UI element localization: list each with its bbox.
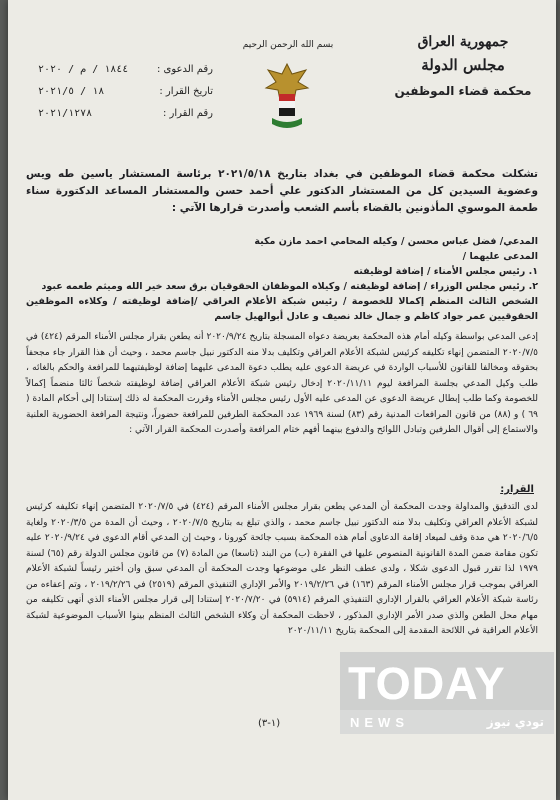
court-name: محكمة قضاء الموظفين [394, 84, 532, 98]
parties [26, 234, 538, 324]
today-news-watermark [340, 652, 554, 734]
watermark-arabic: تودي نيوز [486, 715, 544, 729]
third-party: الشخص الثالث المنظم إكمالا للخصومة / رئيس شبكة الأعلام العراقي /إضافة لوظيفته / وكلاءه الموظفين الحقوقيين عمر جواد كاظم و جمال خالد نصيف و عادل أبوالهيل جاسم [26, 296, 538, 322]
decision-no-label: رقم القرار : [163, 107, 213, 119]
decision-heading: القرار: [500, 484, 534, 495]
watermark-news: NEWS [350, 714, 409, 730]
watermark-subline [340, 710, 554, 734]
defendants-label: المدعى عليهما / [462, 251, 538, 262]
letterhead [388, 34, 538, 98]
decision-date-label: تاريخ القرار : [159, 85, 213, 97]
claim-paragraph: إدعى المدعي بواسطة وكيله أمام هذه المحكمة بعريضة دعواه المسجلة بتاريخ ٢٠٢٠/٩/٢٤ أنه يطعن بقرار مجلس الأمناء المرقم (٤٢٤) في ٢٠٢٠/٧/٥ المتضمن إنهاء تكليفه كرئيس لشبكة الأعلام العراقي وتكليف بدلا منه الدكتور نبيل جاسم محمد ، وحيث أن هذا القرار جاء مجحفاً بحقوقه ومخالفا للقانون للأسباب الواردة في عريضة الدعوى عليه يطلب دعوة المدعى عليهما إضافة لوظيفتيهما للمرافعة والحكم بالغائه ، طلب وكيل المدعي بجلسة المرافعة ليوم ٢٠٢٠/١١/١١ إدخال رئيس شبكة الأعلام العراقي إضافة لوظيفته شخصاً ثالثا منضماً إكمالاً للخصومة وكما طلب إبطال عريضة الدعوى عن المدعى عليه الأول رئيس مجلس الأمناء وقررت المحكمة له ذلك إستنادا إلى أحكام المادة ( ٦٩ ) و (٨٨) من قانون المرافعات المدنية رقم (٨٣) لسنة ١٩٦٩ عدد المحكمة الطرفين للمرافعة حضوراً، ونتيجة المرافعة الحضورية العلنية والاستماع إلى أقوال الطرفين وتبادل اللوائح والدفوع بينهما أفهم ختام المرافعة وأصدرت المحكمة القرار الآتي : [26, 332, 539, 435]
council-name: مجلس الدولة [421, 56, 505, 74]
basmala: بسم الله الرحمن الرحيم [242, 40, 334, 50]
page-number: (١-٣) [258, 718, 281, 729]
iraq-emblem-icon [262, 60, 312, 132]
document-page [8, 0, 556, 800]
ministry-name: جمهورية العراق [417, 34, 509, 50]
plaintiff: المدعي/ فضل عباس محسن / وكيله المحامي احمد مازن مكية [254, 236, 538, 247]
court-composition: تشكلت محكمة قضاء الموظفين في بغداد بتاريخ ٢٠٢١/٥/١٨ برئاسة المستشار ياسين طه ويس وعضوية السيدين كل من المستشار الدكتور علي أحمد حسن والمستشار المساعد الدكتورة سناء طعمة الموسوي المأذونين بالقضاء بأسم الشعب وأصدرت قرارها الآتي : [26, 168, 538, 214]
defendant-1: ١. رئيس مجلس الأمناء / إضافة لوظيفته [353, 266, 538, 277]
decision-date-value: ١٨ / ٢٠٢١/٥ [38, 85, 105, 97]
watermark-brand: TODAY [348, 658, 506, 709]
case-info [38, 58, 213, 124]
defendant-2: ٢. رئيس مجلس الوزراء / إضافة لوظيفته / وكيلاه الموظفان الحقوقيان برق سعد خير الله وميثم طعمه عبود [41, 281, 538, 292]
case-no-label: رقم الدعوى : [156, 63, 213, 75]
decision-paragraph: لدى التدقيق والمداولة وجدت المحكمة أن المدعي يطعن بقرار مجلس الأمناء المرقم (٤٢٤) في ٢٠٢٠/٧/٥ المتضمن إنهاء تكليفه كرئيس لشبكة الأعلام العراقي وتكليف بدلا منه الدكتور نبيل جاسم محمد ، والذي تبلغ به بتاريخ ٢٠٢٠/٧/٥ ، وحيث أن المدة من ٢٠٢٠/٣/٥ ولغاية ٢٠٢٠/٦/٥ هي مدة وقف لميعاد إقامة الدعاوى أمام هذه المحكمة بسبب جائحة كورونا ، وحيث إن المدعي أقام الدعوى في ٢٠٢٠/٩/٢٤ عليه تكون مقامة ضمن المدة القانونية المنصوص عليها في الفقرة (ب) من البند (تاسعا) من المادة (٧) من قانون مجلس الدولة رقم (٦٥) لسنة ١٩٧٩ لذا تقرر قبول الدعوى شكلا ، ولدى عطف النظر على موضوعها وجدت المحكمة أن المدعي سبق وان أختير رئيساً لشبكة الأعلام العراقي بموجب قرار مجلس الأمناء المرقم (١٦٣) في ٢٠١٩/٢/٢٦ والأمر الإداري التنفيذي المرقم (٢٥١٩) في ٢٠١٩/٢/٢٦ ، وتم إعفاءه من رئاسة شبكة الأعلام العراقي بالقرار الإداري التنفيذي المرقم (٥٩١٤) في ٢٠٢٠/٧/٢٠ إستنادا إلى قرار مجلس الأمناء الذي أنهى تكليفه من مهام محل الطعن والذي صدر الأمر الإداري المذكور ، لاحظت المحكمة أن وكلاء الشخص الثالث المنظم بينوا الأسباب الموضوعية لشبكة الأعلام العراقية في اللائحة المقدمة إلى المحكمة بتاريخ ٢٠٢٠/١١/١١ [26, 502, 539, 636]
case-no-value: ١٨٤٤ / م / ٢٠٢٠ [38, 63, 129, 75]
decision-no-value: ٢٠٢١/١٢٧٨ [38, 107, 93, 119]
